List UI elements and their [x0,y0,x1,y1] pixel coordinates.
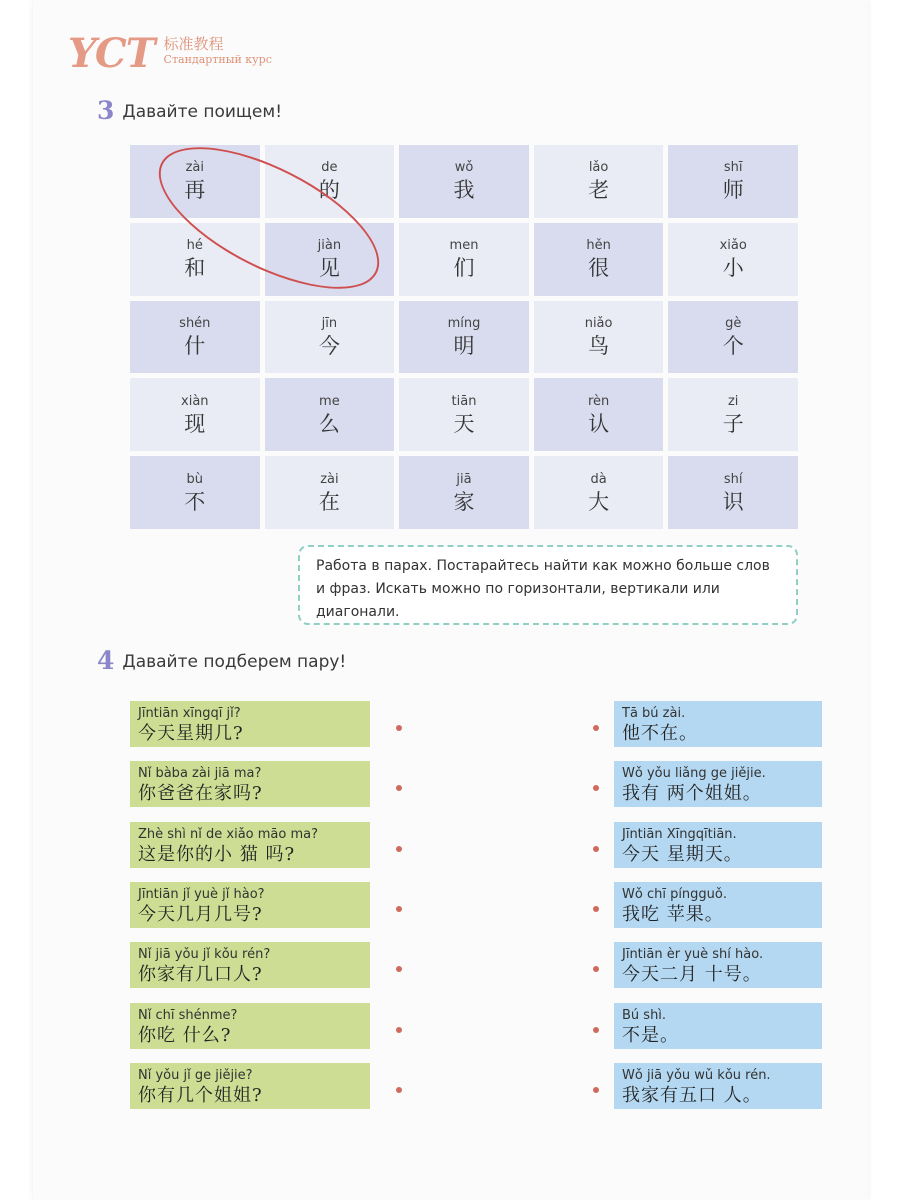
grid-cell-hanzi: 什 [184,333,206,358]
card-hanzi: 你家有几口人? [138,964,263,985]
card-hanzi: 我家有五口 人。 [622,1085,762,1106]
grid-cell-hanzi: 个 [722,333,744,358]
grid-cell-pinyin: niǎo [584,315,613,331]
grid-cell[interactable] [265,456,395,529]
section-3-heading: Давайте поищем! [122,102,283,122]
question-connector-dot[interactable] [396,1027,402,1033]
grid-cell-pinyin: zi [727,393,739,409]
grid-cell[interactable] [534,145,664,218]
question-card[interactable] [130,1003,370,1049]
card-pinyin: Nǐ jiā yǒu jǐ kǒu rén? [138,947,271,962]
grid-cell-pinyin: shī [723,160,743,176]
grid-cell-hanzi: 再 [184,178,206,203]
grid-cell[interactable] [668,456,798,529]
question-card[interactable] [130,701,370,747]
grid-cell-hanzi: 小 [722,256,744,281]
grid-cell[interactable] [265,378,395,451]
grid-cell-hanzi: 识 [722,489,744,514]
card-hanzi: 你吃 什么? [138,1025,232,1046]
grid-cell-pinyin: zài [320,471,339,487]
card-pinyin: Jīntiān jǐ yuè jǐ hào? [138,887,265,902]
grid-cell-pinyin: tiān [451,393,477,409]
grid-cell-pinyin: rèn [587,393,610,409]
card-hanzi: 今天 星期天。 [622,844,743,865]
answer-connector-dot[interactable] [593,725,599,731]
header-title-ru: Стандартный курс [163,53,272,66]
grid-cell[interactable] [265,301,395,374]
grid-cell-hanzi: 和 [184,256,206,281]
question-connector-dot[interactable] [396,785,402,791]
card-pinyin: Wǒ chī píngguǒ. [622,887,728,902]
grid-cell-pinyin: lǎo [588,160,609,176]
grid-cell[interactable] [668,145,798,218]
grid-cell[interactable] [130,378,260,451]
grid-cell-pinyin: xiàn [181,393,209,409]
card-hanzi: 今天星期几? [138,723,244,744]
grid-cell[interactable] [130,301,260,374]
card-hanzi: 你有几个姐姐? [138,1085,263,1106]
grid-cell[interactable] [668,223,798,296]
instruction-note: Работа в парах. Постарайтесь найти как можно больше слов и фраз. Искать можно по горизонтали, вертикали или диагонали. [298,545,798,625]
grid-cell-hanzi: 老 [588,178,610,203]
answer-connector-dot[interactable] [593,906,599,912]
card-hanzi: 今天二月 十号。 [622,964,762,985]
header-title-cn: 标准教程 [163,35,224,53]
card-pinyin: Nǐ bàba zài jiā ma? [138,766,262,781]
question-card[interactable] [130,882,370,928]
card-pinyin: Nǐ yǒu jǐ ge jiějie? [138,1068,253,1083]
logo: YCT [68,30,155,77]
grid-cell-pinyin: hěn [586,238,611,254]
section-3-number: 3 [97,96,115,125]
answer-card[interactable] [614,761,822,807]
grid-cell-pinyin: zài [185,160,204,176]
grid-cell[interactable] [130,456,260,529]
grid-cell-hanzi: 鸟 [588,333,610,358]
answer-card[interactable] [614,701,822,747]
answer-connector-dot[interactable] [593,966,599,972]
grid-cell-hanzi: 见 [318,256,340,281]
grid-cell-pinyin: wǒ [454,160,474,176]
card-pinyin: Jīntiān Xīngqītiān. [622,827,737,842]
grid-cell[interactable] [534,301,664,374]
question-connector-dot[interactable] [396,906,402,912]
grid-cell[interactable] [399,378,529,451]
grid-cell[interactable] [534,456,664,529]
grid-cell-pinyin: gè [725,315,742,331]
grid-cell-hanzi: 我 [453,178,475,203]
answer-card[interactable] [614,822,822,868]
question-connector-dot[interactable] [396,966,402,972]
answer-connector-dot[interactable] [593,1027,599,1033]
card-hanzi: 他不在。 [622,723,698,744]
grid-cell-pinyin: me [319,393,340,409]
question-card[interactable] [130,942,370,988]
answer-card[interactable] [614,1003,822,1049]
grid-cell-hanzi: 不 [184,489,206,514]
answer-connector-dot[interactable] [593,846,599,852]
page-header [68,30,272,77]
grid-cell-pinyin: men [449,238,479,254]
card-hanzi: 不是。 [622,1025,679,1046]
grid-cell-hanzi: 家 [453,489,475,514]
grid-cell-hanzi: 明 [453,333,475,358]
section-4-heading: Давайте подберем пару! [122,652,347,672]
grid-cell[interactable] [534,223,664,296]
grid-cell-hanzi: 大 [588,489,610,514]
question-card[interactable] [130,1063,370,1109]
card-pinyin: Wǒ jiā yǒu wǔ kǒu rén. [622,1068,771,1083]
question-card[interactable] [130,761,370,807]
grid-cell-pinyin: bù [186,471,204,487]
card-pinyin: Zhè shì nǐ de xiǎo māo ma? [138,827,319,842]
card-hanzi: 这是你的小 猫 吗? [138,844,296,865]
grid-cell-pinyin: shén [179,315,211,331]
card-pinyin: Jīntiān èr yuè shí hào. [622,947,764,962]
card-pinyin: Tā bú zài. [622,706,686,721]
question-connector-dot[interactable] [396,846,402,852]
card-hanzi: 我有 两个姐姐。 [622,783,762,804]
grid-cell-hanzi: 现 [184,411,206,436]
card-pinyin: Nǐ chī shénme? [138,1008,238,1023]
card-hanzi: 我吃 苹果。 [622,904,724,925]
question-card[interactable] [130,822,370,868]
grid-cell[interactable] [668,378,798,451]
grid-cell[interactable] [668,301,798,374]
grid-cell-pinyin: jiā [456,471,472,487]
section-3-title [97,96,282,125]
card-hanzi: 你爸爸在家吗? [138,783,263,804]
grid-cell-pinyin: míng [447,315,481,331]
grid-cell[interactable] [534,378,664,451]
grid-cell-hanzi: 认 [588,411,610,436]
card-hanzi: 今天几月几号? [138,904,263,925]
answer-card[interactable] [614,1063,822,1109]
grid-cell[interactable] [399,301,529,374]
grid-cell-pinyin: hé [186,238,203,254]
grid-cell[interactable] [399,145,529,218]
answer-card[interactable] [614,942,822,988]
grid-cell[interactable] [399,456,529,529]
answer-connector-dot[interactable] [593,1087,599,1093]
grid-cell-hanzi: 今 [318,333,340,358]
grid-cell-hanzi: 的 [318,178,340,203]
answer-card[interactable] [614,882,822,928]
card-pinyin: Jīntiān xīngqī jǐ? [138,706,241,721]
grid-cell-pinyin: shí [723,471,743,487]
answer-connector-dot[interactable] [593,785,599,791]
grid-cell-hanzi: 很 [588,256,610,281]
grid-cell-hanzi: 么 [318,411,340,436]
grid-cell[interactable] [399,223,529,296]
grid-cell-pinyin: dà [590,471,607,487]
card-pinyin: Wǒ yǒu liǎng ge jiějie. [622,766,766,781]
grid-cell-pinyin: de [321,160,338,176]
grid-cell-hanzi: 子 [722,411,744,436]
question-connector-dot[interactable] [396,1087,402,1093]
grid-cell-pinyin: xiǎo [719,238,747,254]
section-4-title [97,646,346,675]
section-4-number: 4 [97,646,115,675]
grid-cell-pinyin: jiàn [317,238,342,254]
grid-cell-hanzi: 在 [318,489,340,514]
grid-cell-hanzi: 天 [453,411,475,436]
grid-cell-pinyin: jīn [321,315,338,331]
grid-cell-hanzi: 们 [453,256,475,281]
grid-cell-hanzi: 师 [722,178,744,203]
header-text [164,36,272,67]
card-pinyin: Bú shì. [622,1008,667,1023]
question-connector-dot[interactable] [396,725,402,731]
